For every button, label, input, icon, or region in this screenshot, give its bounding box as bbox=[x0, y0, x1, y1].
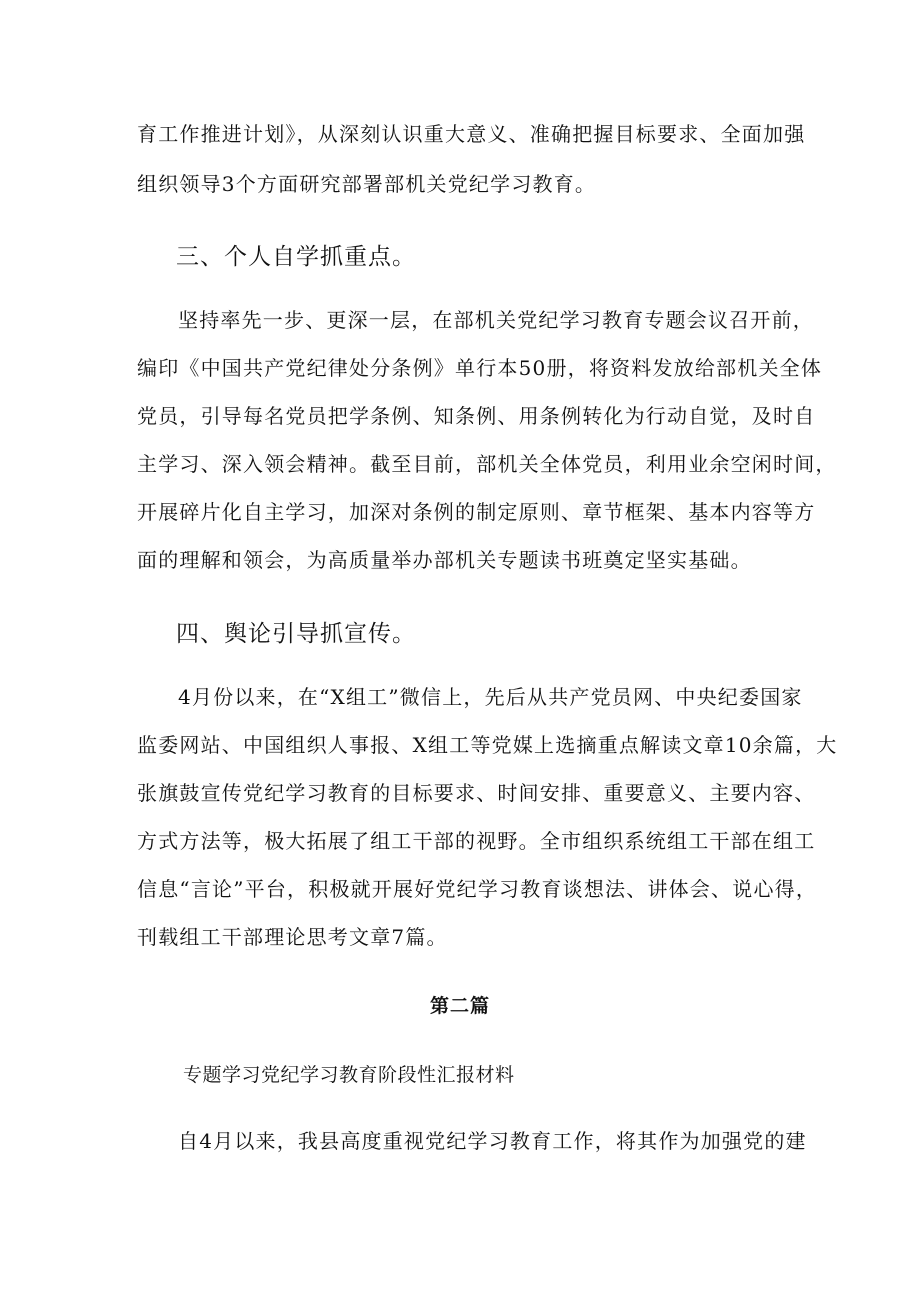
paragraph-line: 主学习、深入领会精神。截至目前，部机关全体党员，利用业余空闲时间， bbox=[137, 452, 837, 476]
paragraph-line: 育工作推进计划》，从深刻认识重大意义、准确把握目标要求、全面加强 bbox=[137, 122, 806, 146]
section-heading-3: 三、个人自学抓重点。 bbox=[176, 244, 416, 270]
paragraph-line: 坚持率先一步、更深一层，在部机关党纪学习教育专题会议召开前， bbox=[178, 308, 814, 332]
paragraph-line: 开展碎片化自主学习，加深对条例的制定原则、章节框架、基本内容等方 bbox=[137, 500, 816, 524]
paragraph-line: 面的理解和领会，为高质量举办部机关专题读书班奠定坚实基础。 bbox=[137, 548, 752, 572]
document-subtitle: 专题学习党纪学习教育阶段性汇报材料 bbox=[183, 1064, 515, 1086]
paragraph-line: 刊载组工干部理论思考文章7篇。 bbox=[137, 925, 448, 949]
section-heading-4: 四、舆论引导抓宣传。 bbox=[176, 621, 416, 647]
paragraph-line: 张旗鼓宣传党纪学习教育的目标要求、时间安排、重要意义、主要内容、 bbox=[137, 781, 816, 805]
paragraph-line: 4月份以来，在“X组工”微信上，先后从共产党员网、中央纪委国家 bbox=[178, 685, 803, 709]
paragraph-line: 党员，引导每名党员把学条例、知条例、用条例转化为行动自觉，及时自 bbox=[137, 404, 816, 428]
paragraph-line: 编印《中国共产党纪律处分条例》单行本50册，将资料发放给部机关全体 bbox=[137, 356, 823, 380]
paragraph-line: 信息“言论”平台，积极就开展好党纪学习教育谈想法、讲体会、说心得， bbox=[137, 877, 818, 901]
paragraph-line: 方式方法等，极大拓展了组工干部的视野。全市组织系统组工干部在组工 bbox=[137, 829, 816, 853]
part-title: 第二篇 bbox=[430, 995, 491, 1017]
paragraph-line: 监委网站、中国组织人事报、X组工等党媒上选摘重点解读文章10余篇，大 bbox=[137, 733, 838, 757]
paragraph-line: 组织领导3个方面研究部署部机关党纪学习教育。 bbox=[137, 172, 597, 196]
paragraph-line: 自4月以来，我县高度重视党纪学习教育工作，将其作为加强党的建 bbox=[178, 1129, 807, 1153]
